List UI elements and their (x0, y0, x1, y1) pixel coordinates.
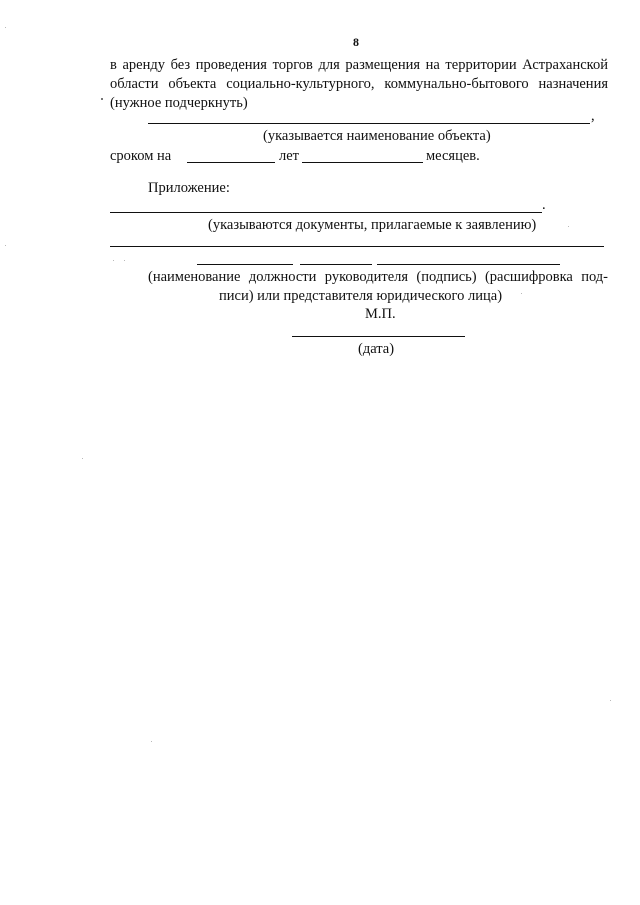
scan-speck (610, 700, 611, 701)
term-months-label: месяцев. (426, 148, 480, 164)
paragraph-line-2: области объекта социально-культурного, коммунально-бытового назначения (110, 76, 608, 92)
paragraph-line-1: в аренду без проведения торгов для размещения на территории Астраханской (110, 57, 608, 73)
object-line-comma: , (591, 108, 595, 124)
signature-caption-line-1: (наименование должности руководителя (подпись) (расшифровка под- (148, 269, 608, 285)
scan-speck (124, 260, 125, 261)
attachment-caption: (указываются документы, прилагаемые к заявлению) (208, 217, 537, 233)
date-caption: (дата) (358, 341, 395, 357)
term-prefix: сроком на (110, 148, 172, 164)
scan-speck (113, 260, 114, 261)
scan-speck (521, 293, 522, 294)
term-years-label: лет (279, 148, 300, 164)
paragraph-line-3: (нужное подчеркнуть) (110, 95, 248, 111)
stamp-label: М.П. (365, 306, 396, 322)
scan-speck (82, 458, 83, 459)
attachment-line-period: . (542, 197, 546, 213)
scan-speck (151, 741, 152, 742)
signature-blank (300, 264, 372, 265)
scan-speck (5, 27, 6, 28)
position-blank (197, 264, 293, 265)
page-number: 8 (353, 35, 359, 49)
scan-speck (568, 226, 569, 227)
date-blank (292, 336, 465, 337)
attachment-line-2 (110, 246, 604, 247)
attachment-line (110, 212, 542, 213)
object-name-line (148, 123, 590, 124)
attachment-label: Приложение: (148, 180, 230, 196)
term-years-blank (187, 162, 275, 163)
object-caption: (указывается наименование объекта) (263, 128, 491, 144)
scan-speck (5, 245, 6, 246)
signature-caption-line-2: писи) или представителя юридического лица) (219, 288, 503, 304)
scan-speck (101, 98, 103, 100)
signature-decoding-blank (377, 264, 560, 265)
term-months-blank (302, 162, 423, 163)
